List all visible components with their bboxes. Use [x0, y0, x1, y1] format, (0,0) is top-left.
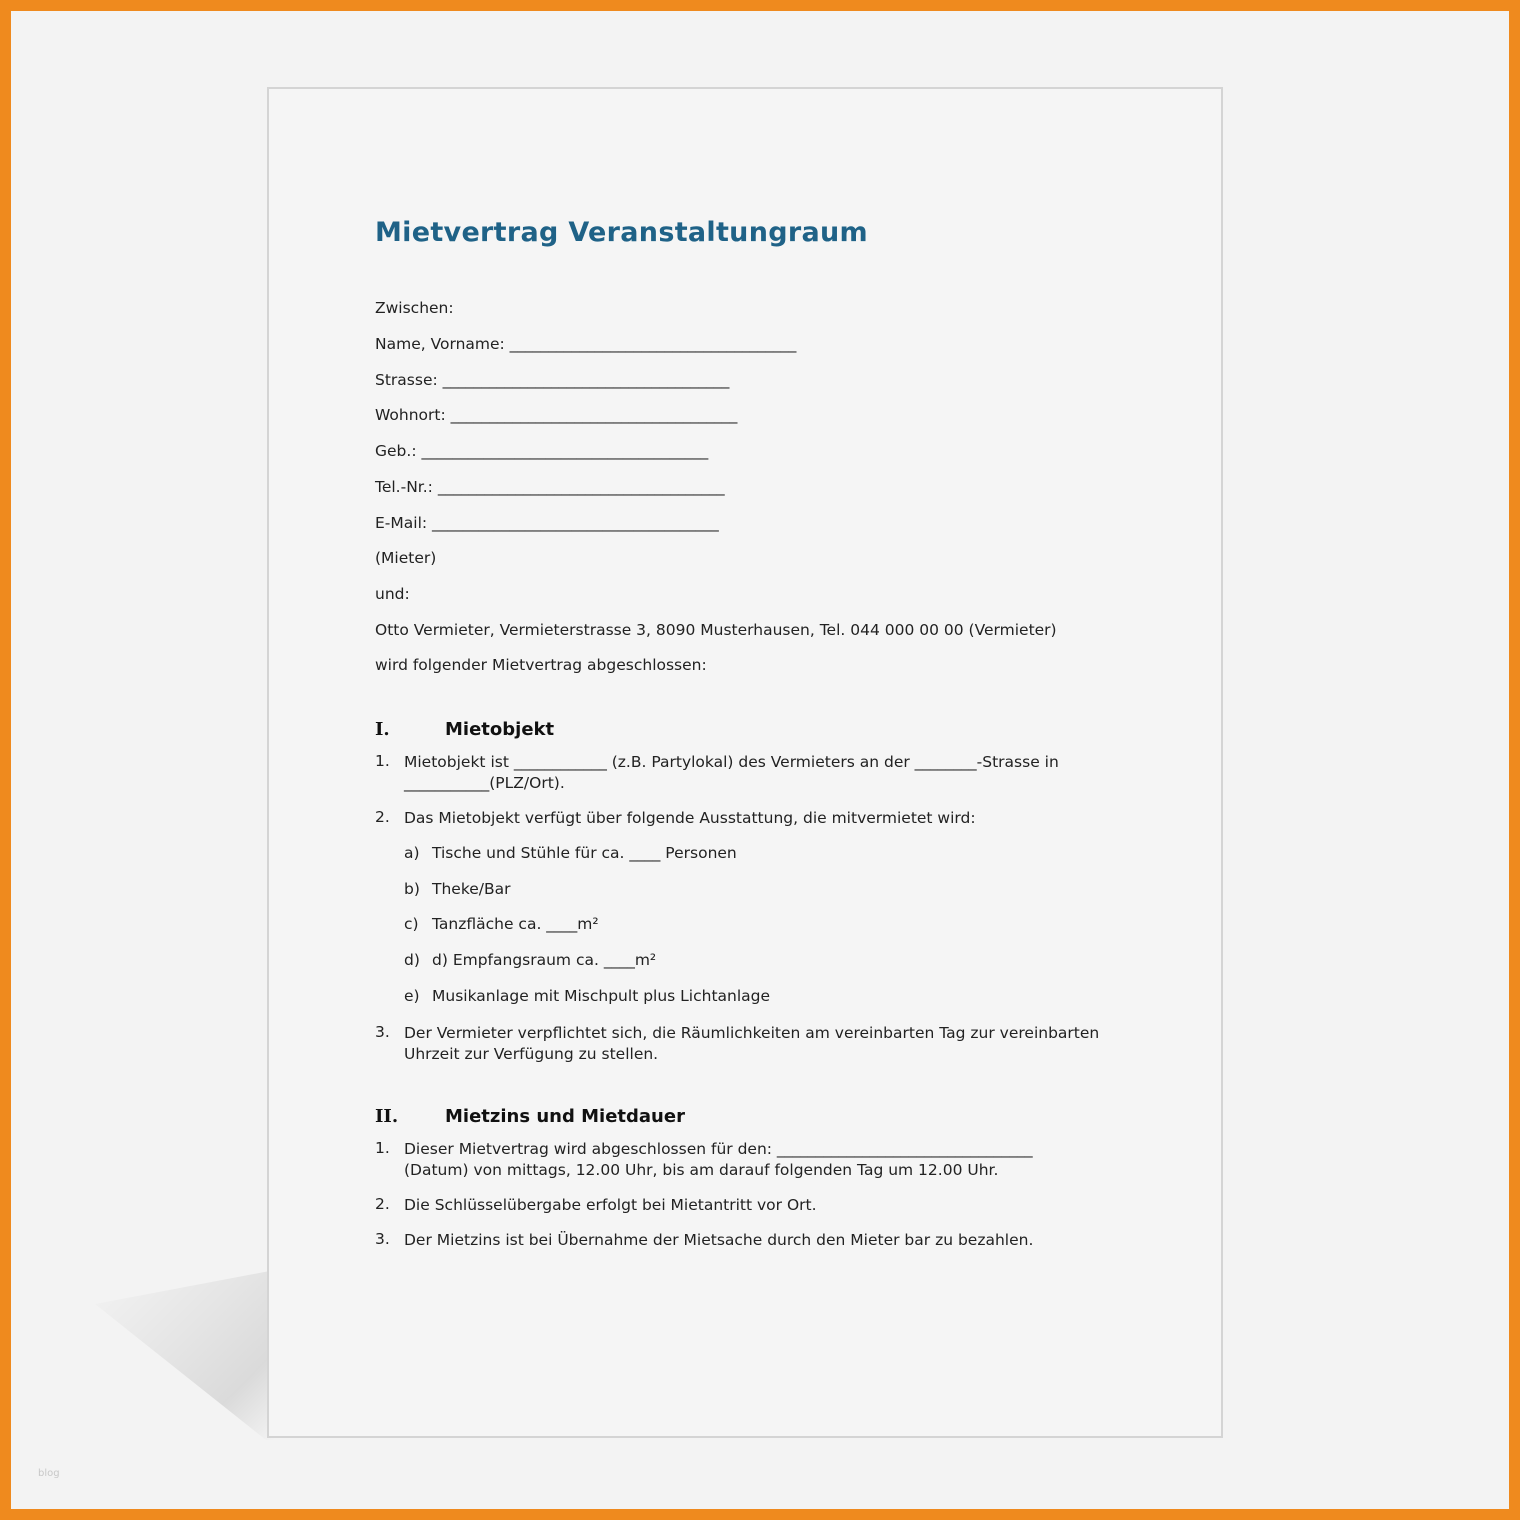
und-label: und:	[375, 585, 410, 603]
item-text-line-1: Der Vermieter verpflichtet sich, die Räumlichkeiten am vereinbarten Tag zur vereinbarten	[404, 1024, 1100, 1042]
item-text-line-1: Mietobjekt ist ____________ (z.B. Partylokal) des Vermieters an der ________-Strasse in	[404, 753, 1059, 771]
item-text: Der Mietzins ist bei Übernahme der Mietsache durch den Mieter bar zu bezahlen.	[404, 1231, 1034, 1249]
subitem-letter: e)	[404, 987, 420, 1005]
item-text	[404, 752, 1104, 794]
section-1-title: Mietobjekt	[445, 719, 555, 740]
section-2-number: II.	[375, 1106, 399, 1127]
tel-field: Tel.-Nr.: _____________________________________	[375, 478, 725, 496]
item-text-line-1: Dieser Mietvertrag wird abgeschlossen für den: _________________________________	[404, 1140, 1033, 1158]
document-title: Mietvertrag Veranstaltungraum	[375, 217, 868, 248]
subitem-letter: d)	[404, 951, 420, 969]
geb-field: Geb.: _____________________________________	[375, 442, 709, 460]
wohnort-field: Wohnort: _____________________________________	[375, 406, 738, 424]
email-field: E-Mail: _____________________________________	[375, 514, 719, 532]
subitem-letter: c)	[404, 915, 419, 933]
name-field: Name, Vorname: _____________________________________	[375, 335, 797, 353]
zwischen-label: Zwischen:	[375, 299, 454, 317]
item-text	[404, 1139, 1104, 1181]
section-2-title: Mietzins und Mietdauer	[445, 1106, 685, 1127]
subitem-text: d) Empfangsraum ca. ____m²	[432, 951, 657, 969]
subitem-text: Tische und Stühle für ca. ____ Personen	[432, 844, 737, 862]
item-number: 3.	[375, 1023, 390, 1041]
subitem-text: Theke/Bar	[432, 880, 511, 898]
subitem-letter: a)	[404, 844, 420, 862]
vermieter-line: Otto Vermieter, Vermieterstrasse 3, 8090 Musterhausen, Tel. 044 000 00 00 (Vermieter)	[375, 621, 1057, 639]
item-text-line-2: ___________(PLZ/Ort).	[404, 774, 565, 792]
watermark-text: blog	[38, 1468, 60, 1479]
section-1-number: I.	[375, 719, 390, 740]
subitem-letter: b)	[404, 880, 420, 898]
subitem-text: Tanzfläche ca. ____m²	[432, 915, 599, 933]
section-1-heading	[375, 719, 554, 740]
document-page	[267, 87, 1223, 1438]
item-number: 2.	[375, 1195, 390, 1213]
item-number: 3.	[375, 1230, 390, 1248]
item-number: 1.	[375, 1139, 390, 1157]
abschluss-line: wird folgender Mietvertrag abgeschlossen:	[375, 656, 707, 674]
item-number: 1.	[375, 752, 390, 770]
item-text: Die Schlüsselübergabe erfolgt bei Mietantritt vor Ort.	[404, 1196, 817, 1214]
strasse-field: Strasse: _____________________________________	[375, 371, 730, 389]
subitem-text: Musikanlage mit Mischpult plus Lichtanlage	[432, 987, 771, 1005]
mieter-label: (Mieter)	[375, 549, 437, 567]
item-text-line-2: Uhrzeit zur Verfügung zu stellen.	[404, 1045, 659, 1063]
item-text: Das Mietobjekt verfügt über folgende Ausstattung, die mitvermietet wird:	[404, 809, 976, 827]
item-text	[404, 1023, 1104, 1065]
item-text-line-2: (Datum) von mittags, 12.00 Uhr, bis am darauf folgenden Tag um 12.00 Uhr.	[404, 1161, 999, 1179]
item-number: 2.	[375, 808, 390, 826]
section-2-heading	[375, 1106, 685, 1127]
